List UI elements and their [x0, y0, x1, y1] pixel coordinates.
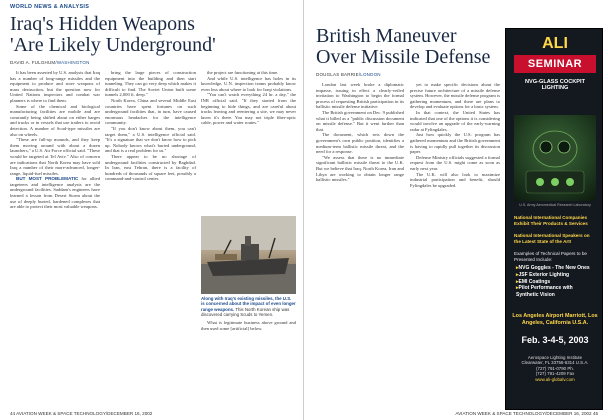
left-col2-para: "If you don't know about them, you can't target them," a U.S. intelligence official said. "It's a signature that we don't know how to pick up. Nobody knows what's buried underground, and that is a real problem for us.": [105, 125, 196, 154]
ad-sponsor: Aerospace Lighting Institute: [527, 355, 583, 360]
left-col3-para: "You can't watch everything 24 hr. a day," the INR official said. "If they started from the beginning to hide things, and are careful about tracks leaving and reentering a site, we may never know it's there. You may not triple fiber-optic cable, power and water routes.": [201, 92, 296, 126]
left-col2-para: North Korea, China and several Middle East countries have spent fortunes on such underground facilities that, in turn, have caused enormous headaches for the intelligence community.: [105, 97, 196, 126]
right-col1-para: "We assess that there is no immediate significant ballistic missile threat to the U.K. But we believe that Iraq, North Korea, Iran and Libya are working to obtain longer range ballistic missiles.": [316, 154, 404, 183]
right-byline-city: /LONDON: [358, 72, 381, 77]
left-column-2: [105, 70, 196, 406]
ad-topic-item: ▸ Pilot Performance with Synthetic Vision: [516, 285, 596, 299]
right-col2-para: Defense Ministry officials suggested a formal request from the U.S. might come as soon as early next year.: [410, 154, 500, 171]
left-col1-sub-text: for allied targeteers and intelligence analysts are the underground facilities. Saddam's engineers have learned a lesson from Desert Storm about the use of deeply buried, hardened complexes that are able to protect their most valuable weapons.: [10, 176, 100, 210]
ad-topic-item: ▸ NVG Goggles - The New Ones: [516, 265, 596, 272]
ad-cockpit-image: [514, 115, 596, 201]
right-byline-name: DOUGLAS BARRIE: [316, 72, 359, 77]
section-tag: WORLD NEWS & ANALYSIS: [10, 4, 90, 10]
photo-caption: [201, 296, 296, 318]
left-col3-para: What is legitimate business above ground and then used some [artificial] below.: [201, 320, 296, 331]
ad-cockpit-illustration: [514, 115, 596, 201]
left-col3-para: the project are functioning at this time.: [207, 70, 279, 75]
right-headline: [316, 26, 506, 68]
ad-title: ALI: [542, 35, 568, 52]
ad-topic-list: [516, 265, 596, 299]
photo-caption-lead: Along with Iraq's existing missiles, the U.S. is concerned about the impact of even longer range weapons.: [201, 296, 296, 312]
left-byline: [10, 60, 90, 65]
right-col1-para: The document, which sets down the government's own public position, identifies a medium-term ballistic missile threat, and the need for a response.: [316, 132, 404, 155]
ad-body-2-text: National International Speakers on the Latest State of the Art!: [514, 233, 590, 244]
left-col3-para: And while U.S. intelligence has holes in its knowledge, U.N. inspection teams probably know even less about where to look for Iraqi violations.: [201, 75, 296, 92]
left-col1-subhead: BUT MOST PROBLEMATIC: [16, 176, 79, 182]
ad-banner: SEMINAR: [514, 55, 596, 73]
right-folio: AVIATION WEEK & SPACE TECHNOLOGY/DECEMBER 16, 2002 45: [455, 411, 598, 416]
left-byline-city: /WASHINGTON: [55, 60, 90, 65]
right-column-2: [410, 82, 500, 406]
left-column-3b: [201, 320, 296, 406]
left-headline-line2: 'Are Likely Underground': [10, 34, 216, 56]
left-col1-para-sub: [10, 176, 100, 210]
ad-body-1-text: National International Companies Exhibit Their Products & Services: [514, 215, 588, 226]
left-col1-para: "These are full-up mounds, and they keep them moving around with about a dozen launchers," a U.S. Air Force official said. "These would be targeted at Tel Aviv." Also of concern are indications that North Korea may have sold Iraq a number of their more-advanced, longer-range, liquid-fuel missiles.: [10, 137, 100, 176]
ad-event-date: Feb. 3-4-5, 2003: [521, 335, 589, 345]
right-col2-para: In that context, the United States has indicated that one of the options it is considering would involve an upgrade of the early-warning radar at Fylingdales.: [410, 109, 500, 132]
ad-body-1: [514, 215, 596, 226]
right-col2-para: The U.K. will also look to maximize industrial participation and benefit, should Fylingdales be upgraded.: [410, 171, 500, 188]
ad-subtitle: NVG-GLASS COCKPIT LIGHTING: [525, 79, 585, 92]
ad-fax: (727) 791-4209 Fax: [535, 371, 575, 377]
left-col2-para: There appear to be no shortage of underground facilities constructed by Baghdad. In Iran, east Tehran, there is a facility of hundreds of thousands of square feet, possibly a command-and-control center.: [105, 153, 196, 182]
ad-event-place: Los Angeles Airport Marriott, Los Angeles, California U.S.A.: [512, 313, 598, 326]
left-column-1: [10, 70, 100, 406]
right-column-1: [316, 82, 404, 406]
right-col1-para: The British government on Dec. 9 published what it billed as a "public discussion document on missile defense." But it went further than that.: [316, 109, 404, 132]
ad-topic-item: ▸ JSF Exterior Lighting: [516, 272, 596, 279]
right-headline-line2: Over Missile Defense: [316, 46, 491, 68]
right-col1-para: London last week broke a diplomatic impasse, issuing in effect a clearly-veiled invitation to Washington to begin the formal process of requesting British participation in its ballistic missile defense initiative.: [316, 82, 404, 110]
right-col2-para: yet to make specific decisions about the precise future architecture of a missile defense system. However, the missile defense program is gathering momentum, and there are plans to develop and evaluate options for a basic system.: [410, 82, 500, 110]
ad-phone: (727) 791-0790 Ph.: [536, 365, 574, 371]
left-col2-para: bring the large pieces of construction equipment into the building and then start tunneling. They can go very deep which makes it difficult to find. The Soviet Union built some tunnels 2,000 ft. deep.": [105, 70, 196, 98]
left-col1-para: Some of the chemical and biological manufacturing facilities are mobile and are constantly being shifted about on either barges and trucks or in vessels that use trailers to avoid detection. A number of Scud-type missiles are also on wheels.: [10, 103, 100, 137]
ali-seminar-ad: [505, 28, 603, 410]
right-headline-line1: British Maneuver: [316, 25, 457, 47]
photo-caption-rest: This North Korean ship was discovered carrying Scuds to Yemen.: [201, 306, 290, 318]
right-byline: [316, 72, 381, 77]
left-byline-name: DAVID A. FULGHUM: [10, 60, 56, 65]
ad-contact: [514, 355, 596, 382]
left-headline-line1: Iraq's Hidden Weapons: [10, 13, 195, 35]
ad-address: Clearwater, FL 33756-6314 U.S.A.: [521, 360, 589, 366]
ad-topic-item: ▸ EMI Coatings: [516, 279, 596, 286]
left-headline: [10, 14, 300, 56]
left-col1-para: It has been asserted by U.S. analysts that Iraq has a number of long-range missiles and the equipment to produce and store weapons of mass destruction, but the question now for United Nations inspectors and combat war planners is where to find them.: [10, 70, 100, 103]
ad-body-2: [514, 233, 596, 244]
ad-examples-heading: Examples of Technical Papers to be Presented Include:: [514, 251, 587, 262]
ad-badge-text: U.S. Army Aeromedical Research Laboratory: [519, 203, 591, 207]
ad-web-link[interactable]: www.ali-globalv.com: [535, 376, 575, 382]
right-col2-para: Just how quickly the U.S. program has gathered momentum and the British government is having to rapidly pull together its discussion paper.: [410, 132, 500, 155]
ship-photo: [201, 216, 296, 294]
ship-illustration: [201, 216, 296, 294]
left-folio: 44 AVIATION WEEK & SPACE TECHNOLOGY/DECEMBER 16, 2002: [10, 411, 153, 416]
left-column-3: [201, 70, 296, 212]
